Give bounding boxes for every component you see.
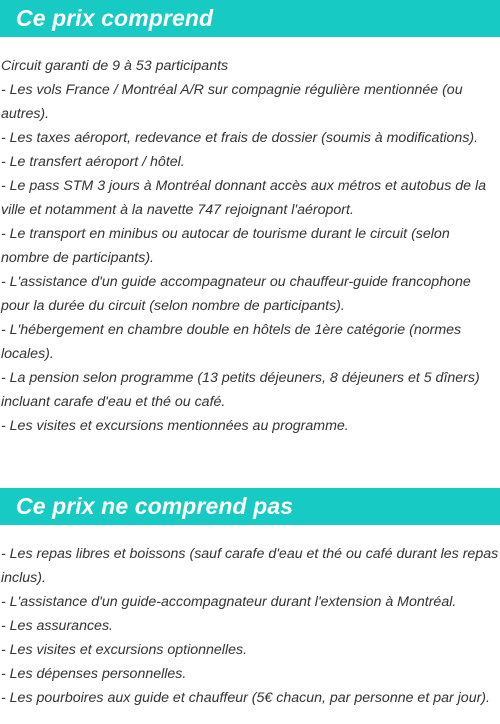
includes-list [0,37,500,438]
excludes-section [0,488,500,710]
includes-heading [0,0,500,37]
includes-line: - Le pass STM 3 jours à Montréal donnant accès aux métros et autobus de la ville et notamment à la navette 747 rejoignant l'aéroport. [1,178,487,218]
includes-line: - L'hébergement en chambre double en hôtels de 1ère catégorie (normes locales). [1,322,462,362]
includes-line: - Le transfert aéroport / hôtel. [1,154,185,170]
excludes-heading-text: Ce prix ne comprend pas [16,493,294,519]
includes-line: - Les vols France / Montréal A/R sur compagnie régulière mentionnée (ou autres). [1,82,463,122]
excludes-heading [0,488,500,525]
includes-line: - Le transport en minibus ou autocar de tourisme durant le circuit (selon nombre de participants). [1,226,450,266]
excludes-line: - Les visites et excursions optionnelles. [1,642,248,658]
includes-heading-text: Ce prix comprend [16,5,214,31]
excludes-line: - L'assistance d'un guide-accompagnateur durant l'extension à Montréal. [1,594,457,610]
includes-line: - La pension selon programme (13 petits déjeuners, 8 déjeuners et 5 dîners) incluant carafe d'eau et thé ou café. [1,370,480,410]
excludes-line: - Les repas libres et boissons (sauf carafe d'eau et thé ou café durant les repas inclus). [1,546,499,586]
excludes-line: - Les assurances. [1,618,113,634]
includes-line: - L'assistance d'un guide accompagnateur ou chauffeur-guide francophone pour la durée du circuit (selon nombre de participants). [1,274,471,314]
excludes-list [0,525,500,710]
includes-line: - Les taxes aéroport, redevance et frais de dossier (soumis à modifications). [1,130,479,146]
excludes-line: - Les pourboires aux guide et chauffeur (5€ chacun, par personne et par jour). [1,690,490,706]
includes-line: Circuit garanti de 9 à 53 participants [1,58,229,74]
includes-line: - Les visites et excursions mentionnées au programme. [1,418,349,434]
excludes-line: - Les dépenses personnelles. [1,666,187,682]
